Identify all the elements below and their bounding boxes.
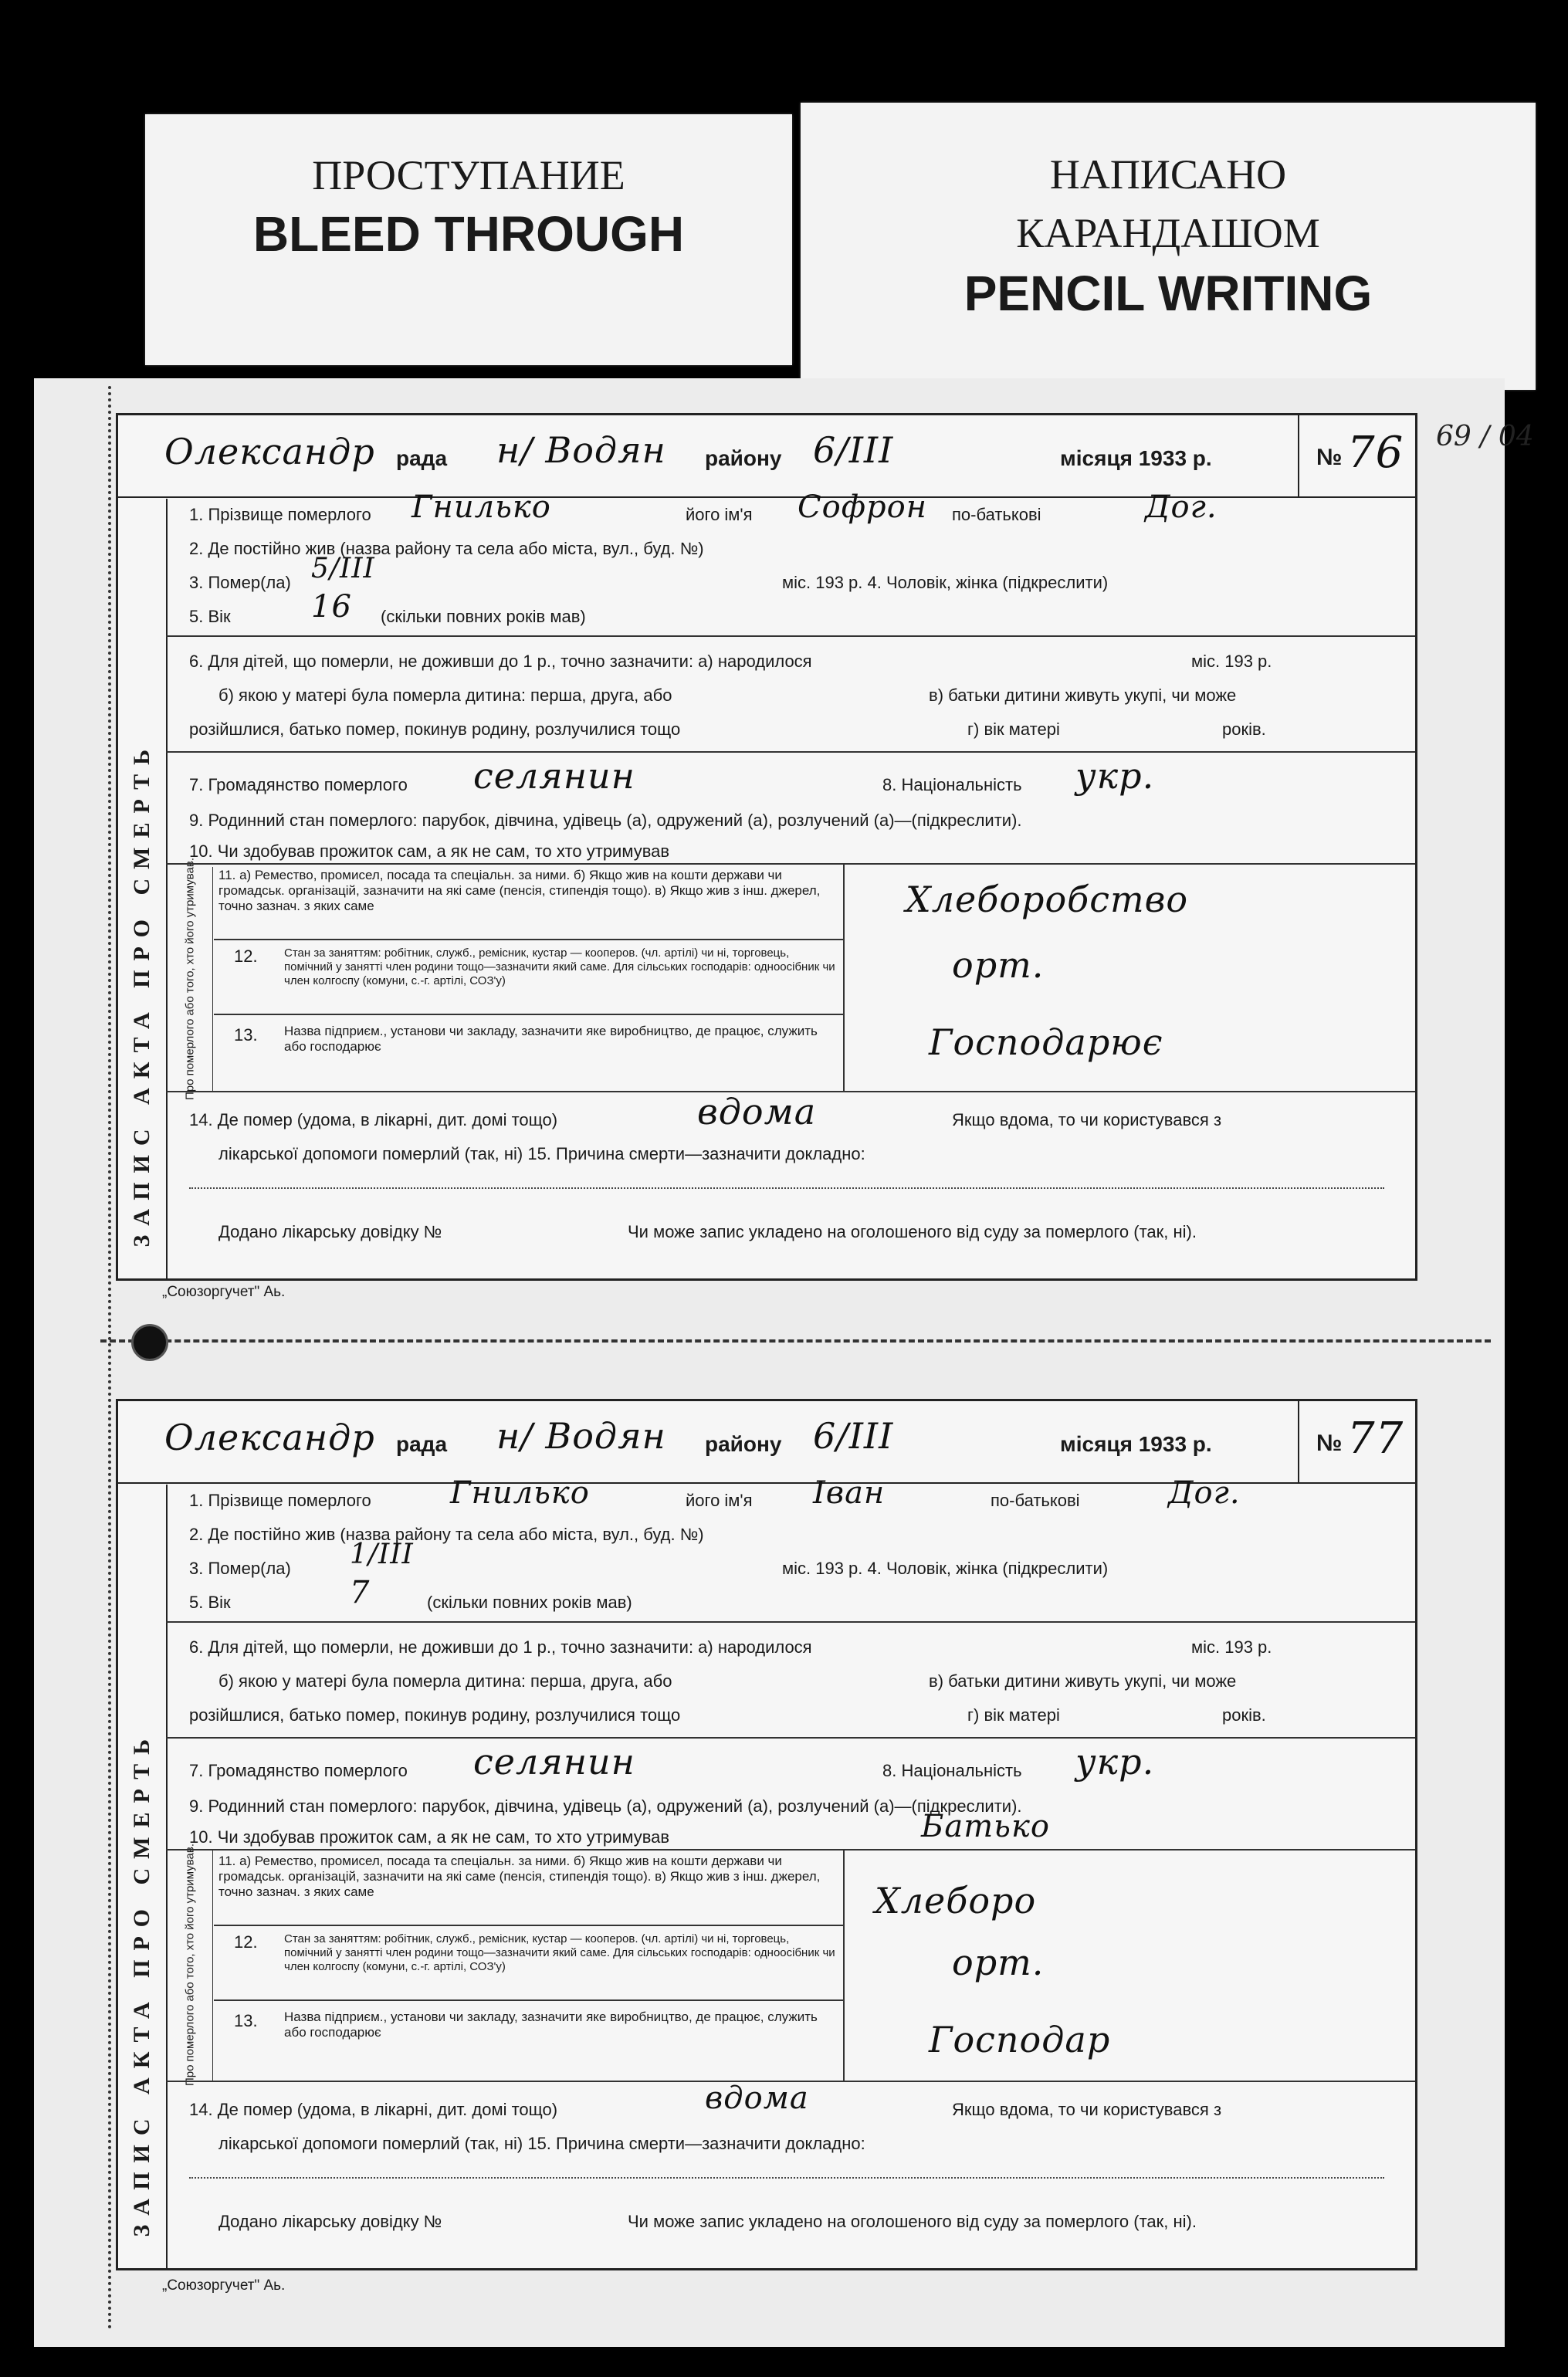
citizenship: селянин (473, 755, 635, 797)
f6-label: 6. Для дітей, що померли, не доживши до 1 р., точно зазначити: а) народилося (189, 1637, 812, 1657)
divider (214, 1999, 843, 2001)
f9-label: 9. Родинний стан померлого: парубок, дівчина, удівець (а), одружений (а), розлучений (а)—(підкреслити). (189, 811, 1022, 830)
no-label: № (1316, 1431, 1343, 1456)
workplace: Господарює (929, 1021, 1163, 1063)
rada-hw: н/ Водян (496, 429, 666, 471)
punch-hole (131, 1324, 168, 1361)
f12-label: Стан за заняттям: робітник, служб., ремісник, кустар — кооперов. (чл. артілі) чи ні, торговець, помічний у занятті член родини тощо—зазначити який саме. Для сільських господарів: одноосібник чи член колгоспу (комуни, с.-г. артілі, СОЗ'у) (284, 946, 835, 987)
f5-label: 5. Вік (189, 607, 231, 626)
f10-label: 10. Чи здобував прожиток сам, а як не сам, то хто утримував (189, 1827, 670, 1847)
f6d-label: в) батьки дитини живуть укупі, чи може (929, 1671, 1237, 1691)
rada-label: рада (396, 1432, 448, 1456)
sidebar-title: ЗАПИС АКТА ПРО СМЕРТЬ (129, 1730, 154, 2237)
patronymic: Дог. (1168, 1475, 1241, 1511)
record-number-box (1298, 415, 1415, 496)
perforation (108, 386, 111, 2331)
f15-label: лікарської допомоги померлий (так, ні) 15. Причина смерти—зазначити докладно: (218, 1144, 865, 1163)
surname: Гнилько (450, 1475, 590, 1511)
death-record-form-1 (116, 413, 1417, 1281)
cut-line (100, 1339, 1491, 1343)
death-date: 5/III (311, 553, 375, 584)
bleed-through-card (145, 114, 792, 365)
death-record-form-2 (116, 1399, 1417, 2270)
pencil-ru2: КАРАНДАШОМ (1016, 210, 1320, 256)
form-header (118, 415, 1415, 498)
divider (166, 635, 1415, 637)
month-label: місяця 1933 р. (1060, 446, 1212, 470)
first-name: Софрон (798, 489, 928, 525)
status: орт. (952, 944, 1045, 986)
col-divider (843, 863, 845, 1091)
citizenship: селянин (473, 1741, 635, 1783)
nationality: укр. (1075, 755, 1155, 797)
rada-hw: н/ Водян (496, 1415, 666, 1457)
divider (214, 1014, 843, 1015)
divider (166, 863, 1415, 865)
pencil-en: PENCIL WRITING (963, 266, 1373, 321)
f3b-label: міс. 193 р. 4. Чоловік, жінка (підкреслити) (782, 573, 1109, 592)
f9-label: 9. Родинний стан померлого: парубок, дівчина, удівець (а), одружений (а), розлучений (а)—(підкреслити). (189, 1796, 1022, 1816)
f6g-label: років. (1222, 720, 1266, 739)
record-number: 76 (1347, 428, 1404, 478)
f1-label: 1. Прізвище померлого (189, 1491, 371, 1510)
f1c-label: по-батькові (991, 1491, 1080, 1510)
f6c-label: б) якою у матері була померла дитина: перша, друга, або (218, 686, 672, 705)
patronymic: Дог. (1145, 489, 1217, 525)
f11-label: 11. а) Ремество, промисел, посада та спеціальн. за ними. б) Якщо жив на кошти держави чи громадськ. організацій, зазначити на які саме (пенсія, стипендія тощо). в) Якщо жив з інш. джерел, точно зазнач. з яких саме (218, 1854, 821, 1899)
date-hw: 6/III (813, 429, 894, 471)
rada-label: рада (396, 446, 448, 470)
first-name: Іван (813, 1475, 886, 1511)
sidebar (118, 499, 168, 1278)
surname: Гнилько (411, 489, 551, 525)
f13n-label: 13. (234, 2011, 258, 2030)
record-number: 77 (1347, 1414, 1404, 1464)
place-of-death: вдома (705, 2081, 809, 2116)
occupation-group-label: Про померлого або того, хто його утримував. (168, 867, 213, 1091)
rayonu-label: району (705, 446, 782, 470)
f6b-label: міс. 193 р. (1191, 652, 1272, 671)
age: 16 (311, 589, 352, 625)
f16-label: Додано лікарську довідку № (218, 2212, 442, 2231)
death-date: 1/III (350, 1539, 414, 1570)
pencil-ru1: НАПИСАНО (1049, 151, 1287, 198)
place-of-death: вдома (697, 1091, 817, 1133)
divider (166, 1621, 1415, 1623)
f11-label: 11. а) Ремество, промисел, посада та спеціальн. за ними. б) Якщо жив на кошти держави чи громадськ. організацій, зазначити на які саме (пенсія, стипендія тощо). в) Якщо жив з інш. джерел, точно зазнач. з яких саме (218, 868, 821, 913)
f7-label: 7. Громадянство померлого (189, 1761, 408, 1780)
village-hw: Олександр (164, 1417, 375, 1458)
f16b-label: Чи може запис укладено на оголошеного від суду за померлого (так, ні). (628, 1222, 1197, 1241)
f5b-label: (скільки повних років мав) (427, 1593, 632, 1612)
divider (214, 1925, 843, 1926)
f7-label: 7. Громадянство померлого (189, 775, 408, 794)
f6g-label: років. (1222, 1705, 1266, 1725)
f5-label: 5. Вік (189, 1593, 231, 1612)
divider (166, 751, 1415, 753)
footer-1: „Союзоргучет" Аь. (162, 1284, 286, 1300)
no-label: № (1316, 445, 1343, 470)
form-header (118, 1401, 1415, 1484)
dotted-line (189, 2177, 1384, 2179)
f2-label: 2. Де постійно жив (назва району та села або міста, вул., буд. №) (189, 539, 704, 558)
f14-label: 14. Де помер (удома, в лікарні, дит. домі тощо) (189, 1110, 558, 1129)
village-hw: Олександр (164, 431, 375, 472)
f14b-label: Якщо вдома, то чи користувався з (952, 2100, 1222, 2119)
age: 7 (350, 1575, 371, 1610)
sidebar-title: ЗАПИС АКТА ПРО СМЕРТЬ (129, 740, 154, 1248)
f10-label: 10. Чи здобував прожиток сам, а як не сам, то хто утримував (189, 841, 670, 861)
f12n-label: 12. (234, 1932, 258, 1952)
f13n-label: 13. (234, 1025, 258, 1045)
pencil-writing-card (801, 103, 1536, 390)
workplace: Господар (929, 2019, 1111, 2060)
f6e-label: розійшлися, батько помер, покинув родину, розлучилися тощо (189, 1705, 681, 1725)
f8-label: 8. Національність (882, 1761, 1022, 1780)
f6d-label: в) батьки дитини живуть укупі, чи може (929, 686, 1237, 705)
bleed-ru: ПРОСТУПАНИЕ (312, 152, 625, 198)
f2-label: 2. Де постійно жив (назва району та села або міста, вул., буд. №) (189, 1525, 704, 1544)
f6f-label: г) вік матері (967, 1705, 1060, 1725)
f6c-label: б) якою у матері була померла дитина: перша, друга, або (218, 1671, 672, 1691)
f3b-label: міс. 193 р. 4. Чоловік, жінка (підкреслити) (782, 1559, 1109, 1578)
dotted-line (189, 1187, 1384, 1189)
nationality: укр. (1075, 1741, 1155, 1783)
status: орт. (952, 1942, 1045, 1983)
occupation: Хлеборобство (906, 879, 1189, 920)
col-divider (843, 1849, 845, 2081)
f1c-label: по-батькові (952, 505, 1041, 524)
f8-label: 8. Національність (882, 775, 1022, 794)
f13-label: Назва підприєм., установи чи закладу, зазначити яке виробництво, де працює, служить або господарює (284, 2010, 818, 2040)
f5b-label: (скільки повних років мав) (381, 607, 586, 626)
f16-label: Додано лікарську довідку № (218, 1222, 442, 1241)
date-hw: 6/III (813, 1415, 894, 1457)
f6e-label: розійшлися, батько помер, покинув родину, розлучилися тощо (189, 720, 681, 739)
divider (166, 1849, 1415, 1850)
f12-label: Стан за заняттям: робітник, служб., ремісник, кустар — кооперов. (чл. артілі) чи ні, торговець, помічний у занятті член родини тощо—зазначити який саме. Для сільських господарів: одноосібник чи член колгоспу (комуни, с.-г. артілі, СОЗ'у) (284, 1932, 835, 1973)
divider (166, 1737, 1415, 1739)
f16b-label: Чи може запис укладено на оголошеного від суду за померлого (так, ні). (628, 2212, 1197, 2231)
footer-2: „Союзоргучет" Аь. (162, 2277, 286, 2294)
supported-by: Батько (921, 1809, 1050, 1844)
occupation-group-label: Про померлого або того, хто його утримував. (168, 1849, 213, 2081)
bleed-en: BLEED THROUGH (252, 206, 685, 262)
occupation: Хлеборо (875, 1880, 1037, 1922)
f14-label: 14. Де помер (удома, в лікарні, дит. домі тощо) (189, 2100, 558, 2119)
f3-label: 3. Помер(ла) (189, 573, 291, 592)
month-label: місяця 1933 р. (1060, 1432, 1212, 1456)
f6f-label: г) вік матері (967, 720, 1060, 739)
f6b-label: міс. 193 р. (1191, 1637, 1272, 1657)
divider (214, 939, 843, 940)
margin-note: 69 / 04 (1436, 421, 1534, 452)
f13-label: Назва підприєм., установи чи закладу, зазначити яке виробництво, де працює, служить або господарює (284, 1024, 818, 1054)
f6-label: 6. Для дітей, що померли, не доживши до 1 р., точно зазначити: а) народилося (189, 652, 812, 671)
f14b-label: Якщо вдома, то чи користувався з (952, 1110, 1222, 1129)
f3-label: 3. Помер(ла) (189, 1559, 291, 1578)
f12n-label: 12. (234, 946, 258, 966)
record-number-box (1298, 1401, 1415, 1482)
rayonu-label: району (705, 1432, 782, 1456)
sidebar (118, 1485, 168, 2268)
f1b-label: його ім'я (686, 1491, 753, 1510)
f15-label: лікарської допомоги померлий (так, ні) 15. Причина смерти—зазначити докладно: (218, 2134, 865, 2153)
f1b-label: його ім'я (686, 505, 753, 524)
f1-label: 1. Прізвище померлого (189, 505, 371, 524)
